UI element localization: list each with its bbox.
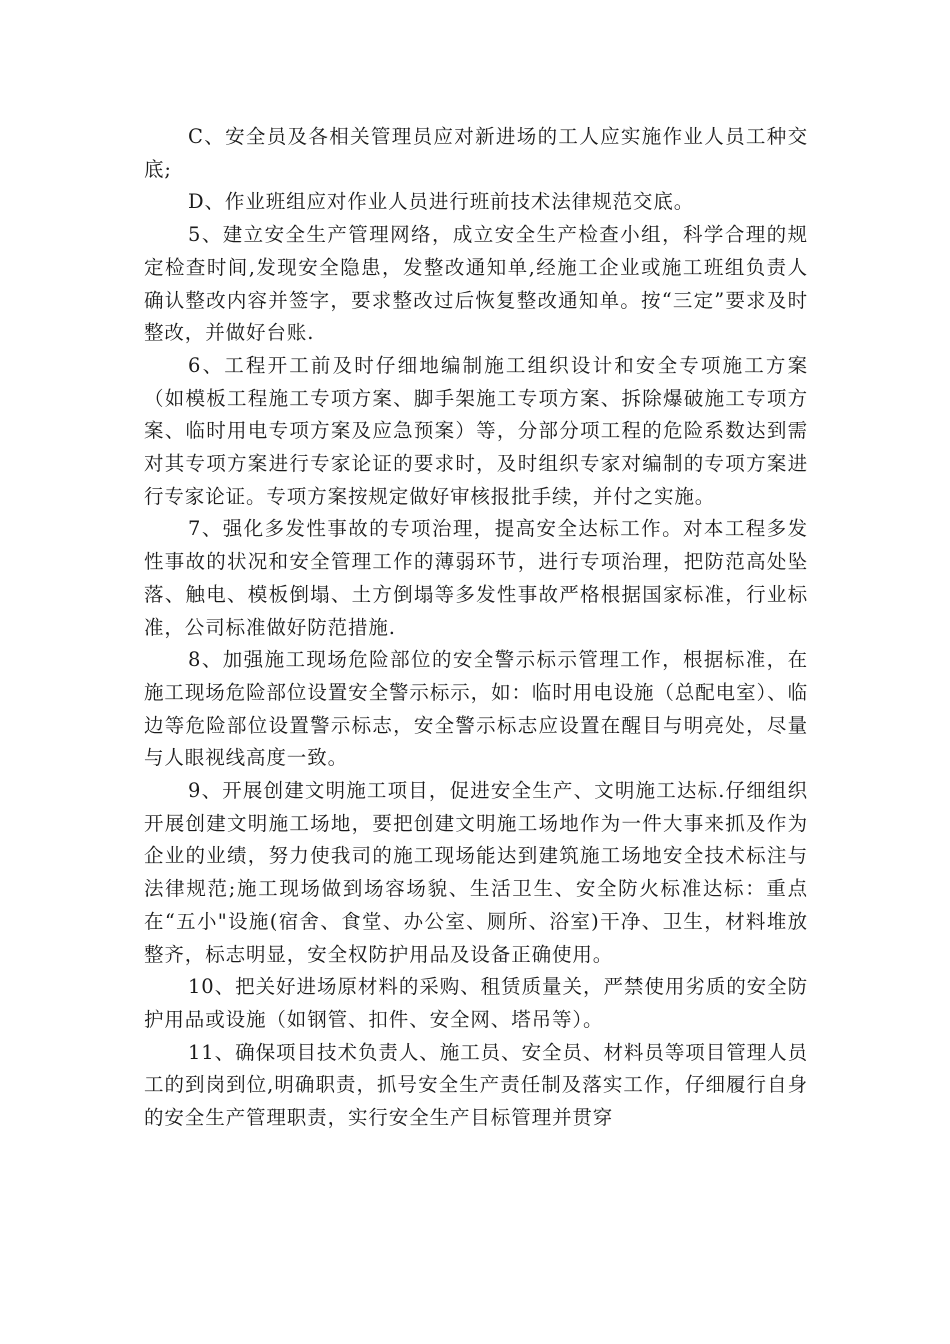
paragraph-5: 5、建立安全生产管理网络，成立安全生产检查小组，科学合理的规定检查时间,发现安全隐患，发整改通知单,经施工企业或施工班组负责人确认整改内容并签字，要求整改过后恢复整改通知单。按“三定”要求及时整改，并做好台账. [144,223,808,345]
paragraph-d: D、作业班组应对作业人员进行班前技术法律规范交底。 [188,190,695,214]
paragraph-6: 6、工程开工前及时仔细地编制施工组织设计和安全专项施工方案（如模板工程施工专项方案、脚手架施工专项方案、拆除爆破施工专项方案、临时用电专项方案及应急预案）等，分部分项工程的危险系数达到需对其专项方案进行专家论证的要求时，及时组织专家对编制的专项方案进行专家论证。专项方案按规定做好审核报批手续，并付之实施。 [144,353,808,508]
paragraph-8: 8、加强施工现场危险部位的安全警示标示管理工作，根据标准，在施工现场危险部位设置安全警示标示，如：临时用电设施（总配电室）、临边等危险部位设置警示标志，安全警示标志应设置在醒目与明亮处，尽量与人眼视线高度一致。 [144,648,808,770]
paragraph-10: 10、把关好进场原材料的采购、租赁质量关，严禁使用劣质的安全防护用品或设施（如钢管、扣件、安全网、塔吊等）。 [144,975,808,1031]
paragraph-c: C、安全员及各相关管理员应对新进场的工人应实施作业人员工种交底; [144,125,808,181]
paragraph-7: 7、强化多发性事故的专项治理，提高安全达标工作。对本工程多发性事故的状况和安全管理工作的薄弱环节，进行专项治理，把防范高处坠落、触电、模板倒塌、土方倒塌等多发性事故严格根据国家标准，行业标准，公司标准做好防范措施. [144,517,808,639]
paragraph-11: 11、确保项目技术负责人、施工员、安全员、材料员等项目管理人员工的到岗到位,明确职责，抓号安全生产责任制及落实工作，仔细履行自身的安全生产管理职责，实行安全生产目标管理并贯穿 [144,1040,808,1130]
document-body [144,121,808,1135]
paragraph-9: 9、开展创建文明施工项目，促进安全生产、文明施工达标.仔细组织开展创建文明施工场地，要把创建文明施工场地作为一件大事来抓及作为企业的业绩，努力使我司的施工现场能达到建筑施工场地安全技术标注与法律规范;施工现场做到场容场貌、生活卫生、安全防火标准达标：重点在“五小"设施(宿舍、食堂、办公室、厕所、浴室)干净、卫生，材料堆放整齐，标志明显，安全权防护用品及设备正确使用。 [144,779,808,966]
